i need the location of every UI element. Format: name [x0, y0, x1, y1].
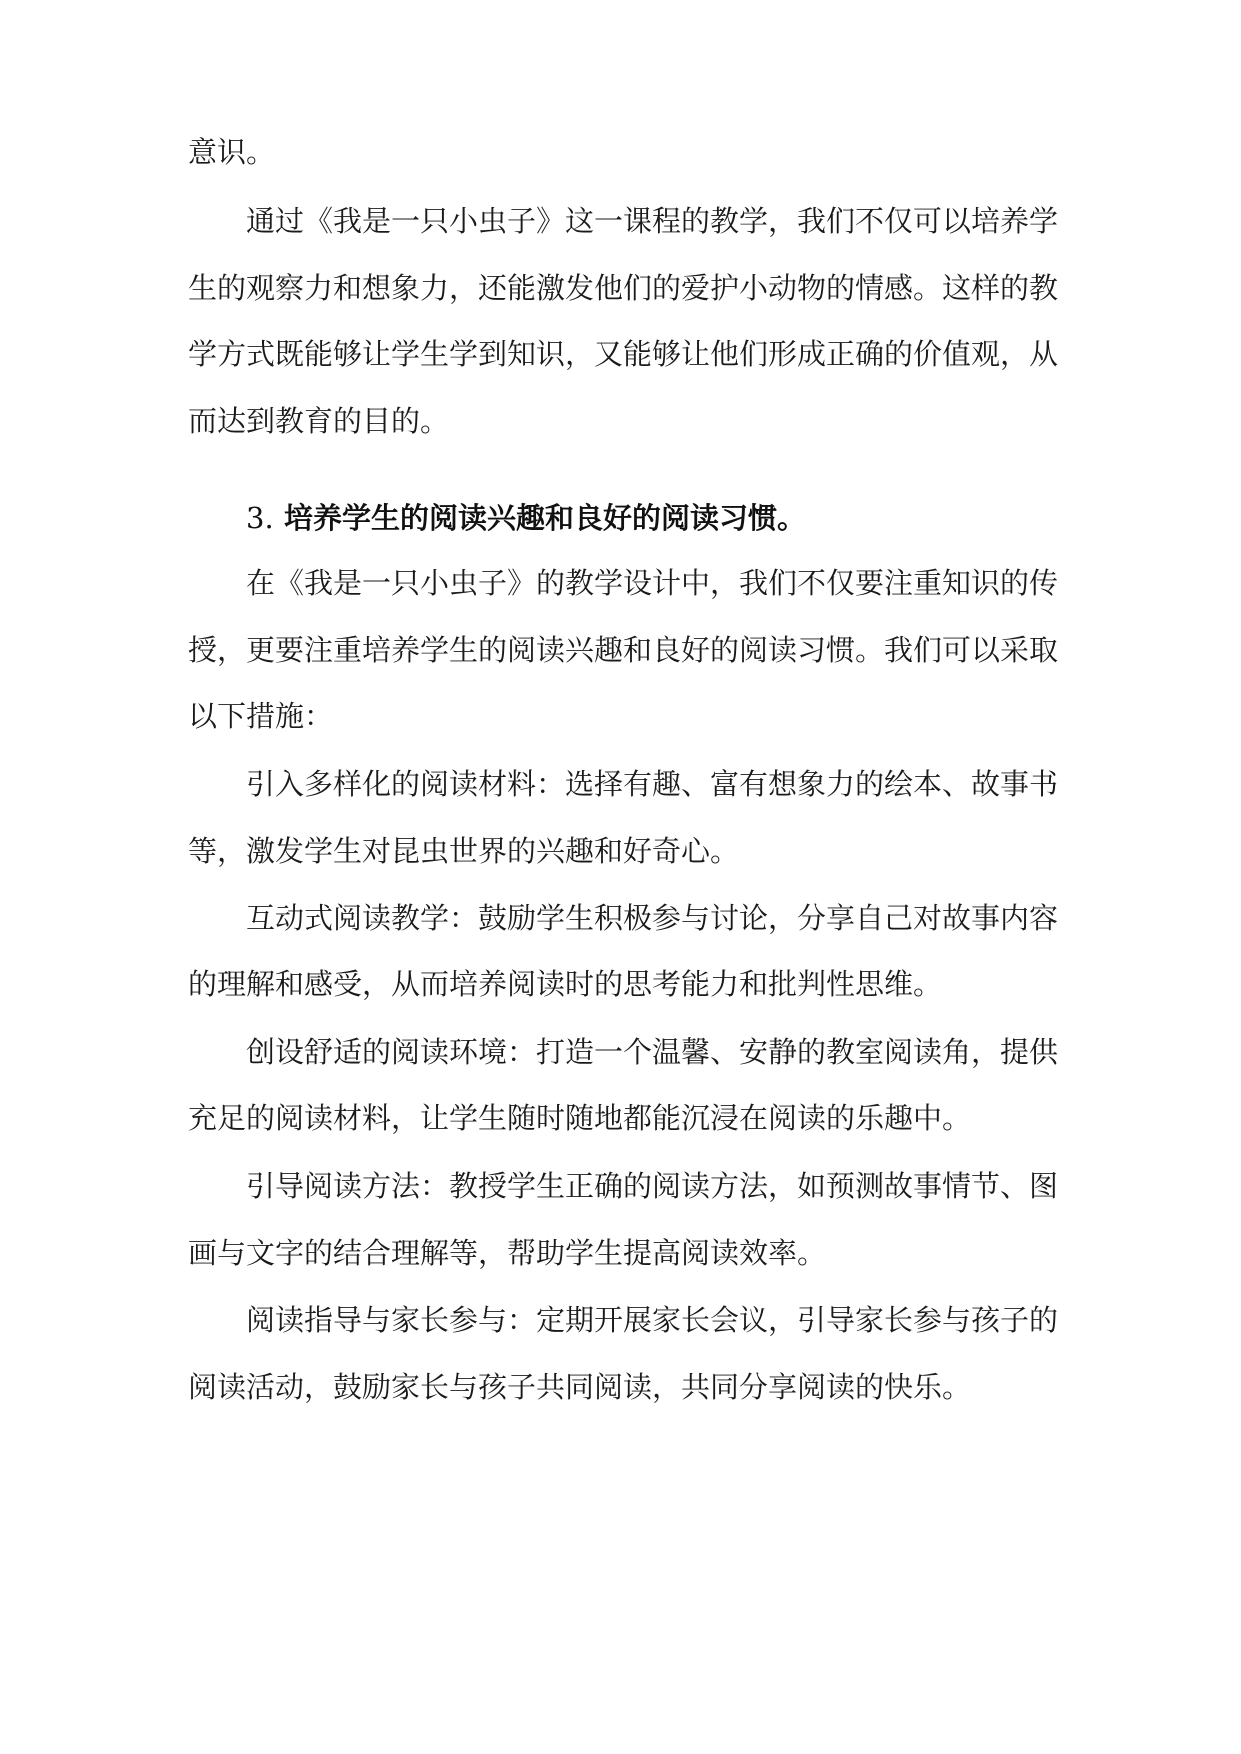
paragraph-line: 学方式既能够让学生学到知识，又能够让他们形成正确的价值观，从 — [188, 337, 1058, 371]
paragraph-line: 授，更要注重培养学生的阅读兴趣和良好的阅读习惯。我们可以采取 — [188, 633, 1058, 667]
paragraph-line: 生的观察力和想象力，还能激发他们的爱护小动物的情感。这样的教 — [188, 271, 1058, 305]
paragraph-line: 引入多样化的阅读材料：选择有趣、富有想象力的绘本、故事书 — [246, 767, 1058, 801]
paragraph-line: 通过《我是一只小虫子》这一课程的教学，我们不仅可以培养学 — [246, 204, 1058, 238]
paragraph-line: 等，激发学生对昆虫世界的兴趣和好奇心。 — [188, 834, 740, 868]
section-heading — [246, 498, 1058, 538]
section-title: 培养学生的阅读兴趣和良好的阅读习惯。 — [284, 501, 807, 535]
paragraph-line: 意识。 — [188, 135, 276, 169]
paragraph-line: 创设舒适的阅读环境：打造一个温馨、安静的教室阅读角，提供 — [246, 1035, 1058, 1069]
paragraph-line: 阅读指导与家长参与：定期开展家长会议，引导家长参与孩子的 — [246, 1303, 1058, 1337]
paragraph-line: 画与文字的结合理解等，帮助学生提高阅读效率。 — [188, 1236, 827, 1270]
paragraph-line: 充足的阅读材料，让学生随时随地都能沉浸在阅读的乐趣中。 — [188, 1101, 972, 1135]
paragraph-line: 阅读活动，鼓励家长与孩子共同阅读，共同分享阅读的快乐。 — [188, 1370, 972, 1404]
paragraph-line: 在《我是一只小虫子》的教学设计中，我们不仅要注重知识的传 — [246, 566, 1058, 600]
paragraph-line: 引导阅读方法：教授学生正确的阅读方法，如预测故事情节、图 — [246, 1169, 1058, 1203]
paragraph-line: 以下措施： — [188, 699, 334, 733]
section-number: 3. — [246, 501, 274, 535]
paragraph-line: 的理解和感受，从而培养阅读时的思考能力和批判性思维。 — [188, 967, 943, 1001]
paragraph-line: 而达到教育的目的。 — [188, 404, 450, 438]
paragraph-line: 互动式阅读教学：鼓励学生积极参与讨论，分享自己对故事内容 — [246, 901, 1058, 935]
